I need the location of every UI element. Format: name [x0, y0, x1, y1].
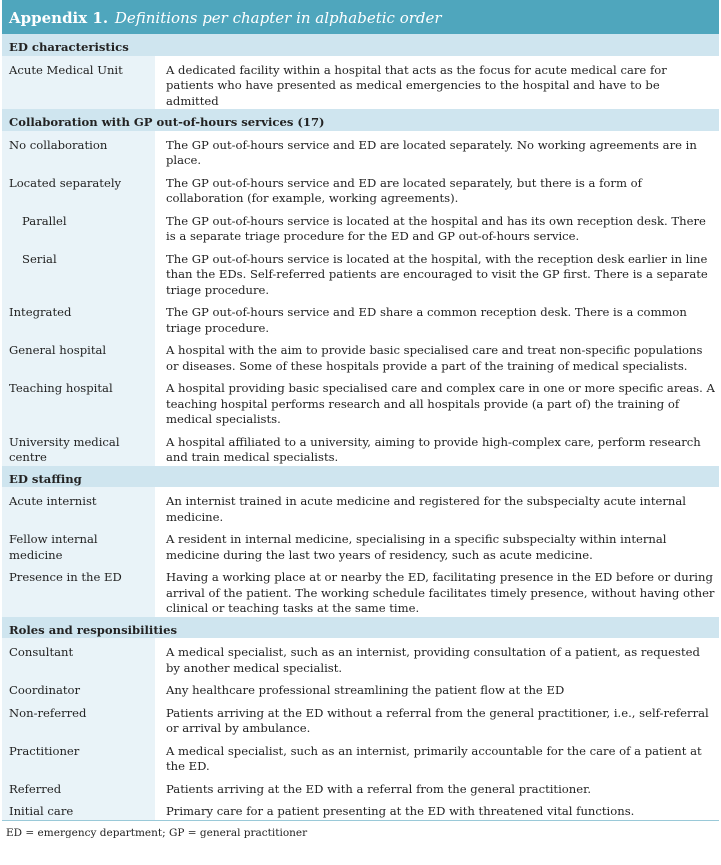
table-title-label: Appendix 1.: [9, 9, 109, 27]
term-cell: Coordinator: [2, 676, 155, 699]
table-row: [2, 428, 719, 466]
section-heading: Collaboration with GP out-of-hours services (17): [2, 109, 719, 131]
definition-cell: The GP out-of-hours service and ED are located separately, but there is a form of collaboration (for example, working agreements).: [155, 169, 719, 207]
table-row: [2, 563, 719, 617]
table-row: [2, 638, 719, 676]
definition-cell: A resident in internal medicine, specialising in a specific subspecialty within internal medicine during the last two years of residency, such as acute medicine.: [155, 525, 719, 563]
term-cell: Acute Medical Unit: [2, 56, 155, 110]
term-cell: Practitioner: [2, 737, 155, 775]
table-row: [2, 699, 719, 737]
definition-cell: A medical specialist, such as an internist, primarily accountable for the care of a patient at the ED.: [155, 737, 719, 775]
definitions-table-body: [2, 34, 719, 820]
section-heading: ED staffing: [2, 466, 719, 488]
table-row: [2, 169, 719, 207]
term-cell: University medical centre: [2, 428, 155, 466]
table-row: [2, 298, 719, 336]
definition-cell: Primary care for a patient presenting at the ED with threatened vital functions.: [155, 797, 719, 820]
table-row: [2, 207, 719, 245]
term-cell: Integrated: [2, 298, 155, 336]
definition-cell: An internist trained in acute medicine and registered for the subspecialty acute internal medicine.: [155, 487, 719, 525]
table-row: [2, 525, 719, 563]
term-cell: General hospital: [2, 336, 155, 374]
definitions-table: [2, 34, 719, 820]
definition-cell: Patients arriving at the ED without a referral from the general practitioner, i.e., self-referral or arrival by ambulance.: [155, 699, 719, 737]
term-cell: Referred: [2, 775, 155, 798]
definition-cell: The GP out-of-hours service is located at the hospital and has its own reception desk. There is a separate triage procedure for the ED and GP out-of-hours service.: [155, 207, 719, 245]
table-row: [2, 336, 719, 374]
table-row: [2, 131, 719, 169]
table-title: [2, 0, 719, 34]
definition-cell: A hospital affiliated to a university, aiming to provide high-complex care, perform research and train medical specialists.: [155, 428, 719, 466]
table-row: [2, 737, 719, 775]
term-cell: Acute internist: [2, 487, 155, 525]
definition-cell: A medical specialist, such as an internist, providing consultation of a patient, as requested by another medical specialist.: [155, 638, 719, 676]
term-cell: Initial care: [2, 797, 155, 820]
table-row: [2, 245, 719, 299]
table-row: [2, 797, 719, 820]
definition-cell: A dedicated facility within a hospital that acts as the focus for acute medical care for patients who have presented as medical emergencies to the hospital and have to be admitted: [155, 56, 719, 110]
definition-cell: Any healthcare professional streamlining the patient flow at the ED: [155, 676, 719, 699]
definition-cell: A hospital providing basic specialised care and complex care in one or more specific areas. A teaching hospital performs research and all hospitals provide (a part of) the training of medical specialists.: [155, 374, 719, 428]
table-footnote: ED = emergency department; GP = general practitioner: [2, 820, 719, 839]
definition-cell: The GP out-of-hours service is located at the hospital, with the reception desk earlier in line than the EDs. Self-referred patients are encouraged to visit the GP first. There is a separate triage procedure.: [155, 245, 719, 299]
section-heading: Roles and responsibilities: [2, 617, 719, 639]
table-row: [2, 775, 719, 798]
term-cell: No collaboration: [2, 131, 155, 169]
term-cell: Non-referred: [2, 699, 155, 737]
table-row: [2, 56, 719, 110]
definition-cell: The GP out-of-hours service and ED share a common reception desk. There is a common triage procedure.: [155, 298, 719, 336]
section-header-row: [2, 34, 719, 56]
term-cell: Consultant: [2, 638, 155, 676]
table-row: [2, 676, 719, 699]
section-header-row: [2, 466, 719, 488]
section-header-row: [2, 617, 719, 639]
appendix-table-panel: [2, 0, 719, 839]
section-heading: ED characteristics: [2, 34, 719, 56]
term-cell: Located separately: [2, 169, 155, 207]
section-header-row: [2, 109, 719, 131]
definition-cell: The GP out-of-hours service and ED are located separately. No working agreements are in place.: [155, 131, 719, 169]
term-cell: Fellow internal medicine: [2, 525, 155, 563]
term-cell: Parallel: [2, 207, 155, 245]
definition-cell: Having a working place at or nearby the ED, facilitating presence in the ED before or during arrival of the patient. The working schedule facilitates timely presence, without having other clinical or teaching tasks at the same time.: [155, 563, 719, 617]
term-cell: Teaching hospital: [2, 374, 155, 428]
table-row: [2, 374, 719, 428]
table-title-caption: Definitions per chapter in alphabetic order: [114, 9, 442, 27]
table-row: [2, 487, 719, 525]
term-cell: Presence in the ED: [2, 563, 155, 617]
definition-cell: A hospital with the aim to provide basic specialised care and treat non-specific populations or diseases. Some of these hospitals provide a part of the training of medical specialists.: [155, 336, 719, 374]
definition-cell: Patients arriving at the ED with a referral from the general practitioner.: [155, 775, 719, 798]
term-cell: Serial: [2, 245, 155, 299]
